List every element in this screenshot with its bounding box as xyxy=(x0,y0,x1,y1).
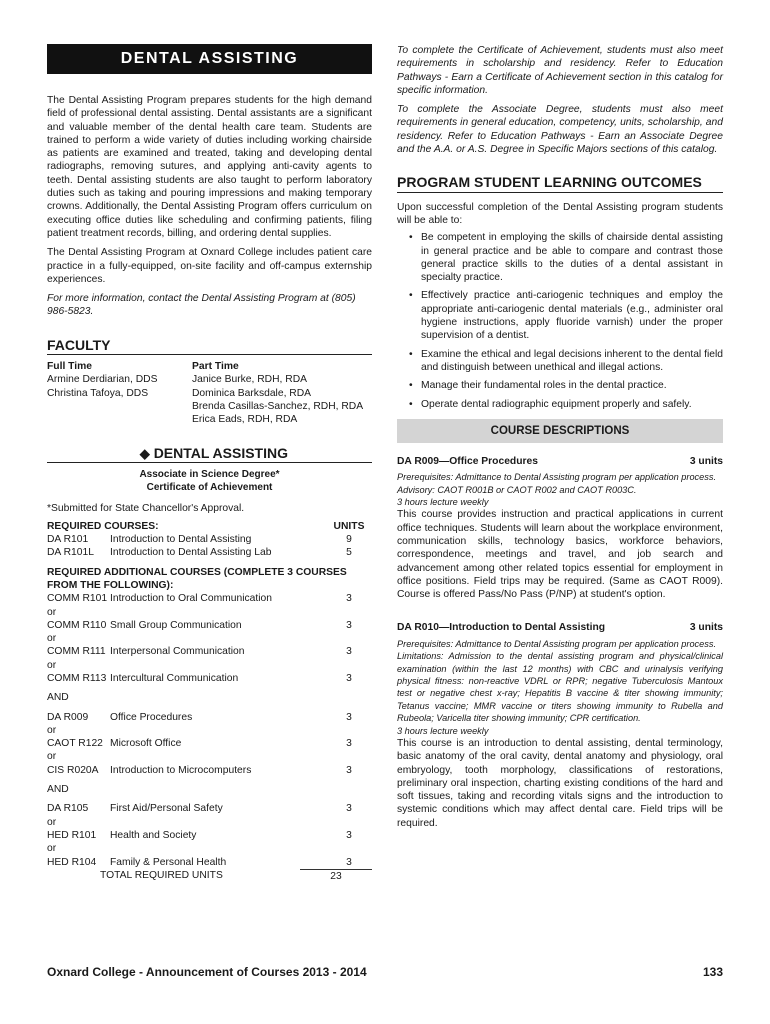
course-code: DA R105 xyxy=(47,803,89,815)
course-row xyxy=(47,856,372,869)
degree-note: To complete the Associate Degree, students must also meet requirements in general education, competency, units, scholarship, and residency. Refer to Education Pathways - Earn an Associate Degree and the A.A. or A.S. Degree in Specific Majors sections of this catalog. xyxy=(397,104,723,156)
course-units: 9 xyxy=(346,534,352,546)
course-row xyxy=(47,829,372,842)
required-header xyxy=(47,520,372,533)
course-code: DA R009 xyxy=(47,711,89,723)
faculty-member: Dominica Barksdale, RDA xyxy=(192,387,312,399)
course-units: 3 xyxy=(346,711,352,723)
faculty-member: Erica Eads, RDH, RDA xyxy=(192,414,298,426)
course-row xyxy=(47,546,372,559)
course-title: First Aid/Personal Safety xyxy=(110,803,223,815)
course-row xyxy=(47,592,372,605)
or-label: or xyxy=(47,724,57,736)
course-row xyxy=(47,533,372,546)
course-code: HED R101 xyxy=(47,829,97,841)
pslo-intro: Upon successful completion of the Dental Assisting program students will be able to: xyxy=(397,201,723,226)
degree-line-1: Associate in Science Degree* xyxy=(139,468,280,480)
faculty-member: Armine Derdiarian, DDS xyxy=(47,374,158,386)
course-meta: Prerequisites: Admittance to Dental Assisting program per application process. Advisory: CAOT R001B or CAOT R002 and CAOT R003C. 3 hours lecture weekly xyxy=(397,472,716,507)
course-row xyxy=(47,711,372,724)
course-units: 3 xyxy=(346,856,352,868)
course-code: COMM R113 xyxy=(47,672,107,684)
course-title: Introduction to Oral Communication xyxy=(110,593,272,605)
diamond-icon: ◆ xyxy=(139,445,150,461)
course-row xyxy=(47,764,372,777)
faculty-member: Janice Burke, RDH, RDA xyxy=(192,374,308,386)
total-label: TOTAL REQUIRED UNITS xyxy=(100,869,223,881)
course-title: Microsoft Office xyxy=(110,738,182,750)
parttime-heading: Part Time xyxy=(192,361,239,373)
course-title: Health and Society xyxy=(110,829,197,841)
course-title: Office Procedures xyxy=(110,711,193,723)
units-heading: UNITS xyxy=(333,520,365,532)
left-column xyxy=(47,44,372,883)
list-item: • Manage their fundamental roles in the dental practice. xyxy=(409,379,723,392)
fulltime-heading: Full Time xyxy=(47,361,93,373)
course-units: 3 xyxy=(346,619,352,631)
course-heading xyxy=(397,621,723,634)
course-title: Interpersonal Communication xyxy=(110,646,245,658)
page-title: DENTAL ASSISTING xyxy=(47,44,372,74)
course-units: 3 xyxy=(346,593,352,605)
right-column xyxy=(397,44,723,830)
course-title: Introduction to Dental Assisting xyxy=(110,534,252,546)
course-code: DA R101L xyxy=(47,547,94,559)
course-row xyxy=(47,645,372,658)
list-item: • Be competent in employing the skills of chairside dental assisting in general practice and be able to compare and contrast those general practice skills to the duties of a dental assistant in specialty practice. xyxy=(409,231,723,284)
page-number: 133 xyxy=(702,965,723,979)
faculty-heading: FACULTY xyxy=(47,339,372,355)
and-label: AND xyxy=(47,784,69,796)
or-label: or xyxy=(47,606,57,618)
course-code: COMM R111 xyxy=(47,646,106,658)
intro-paragraph-2: The Dental Assisting Program at Oxnard College includes patient care practice in a fully-equipped, on-site facility and off-campus externship experiences. xyxy=(47,247,372,285)
course-row xyxy=(47,802,372,815)
or-label: or xyxy=(47,751,57,763)
outcomes-list xyxy=(397,231,723,411)
or-label: or xyxy=(47,843,57,855)
course-title: Small Group Communication xyxy=(110,619,242,631)
course-title: DA R010—Introduction to Dental Assisting xyxy=(397,622,606,634)
footer-text: Oxnard College - Announcement of Courses 2013 - 2014 xyxy=(47,965,367,979)
course-heading xyxy=(397,455,723,468)
course-title: Family & Personal Health xyxy=(110,856,227,868)
or-label: or xyxy=(47,633,57,645)
and-label: AND xyxy=(47,692,69,704)
course-code: CAOT R122 xyxy=(47,738,103,750)
course-units: 3 xyxy=(346,764,352,776)
intro-paragraph-1: The Dental Assisting Program prepares students for the high demand field of professional dental assisting. Dental assistants are a significant and valuable member of the dental health care team. Students are trained to perform a wide variety of duties including working chairside as patients are examined and treated, taking and developing dental radiographs, removing sutures, and applying anti-cavity agents to teeth. Dental assisting students are also taught to perform laboratory duties such as taking and pouring impressions and making temporary crowns. Additionally, the Dental Assisting Program offers curriculum on executing office duties like scheduling and confirming patients, filing patient treatment records, billing, and ordering dental supplies. xyxy=(47,95,372,239)
or-label: or xyxy=(47,816,57,828)
course-code: COMM R110 xyxy=(47,619,107,631)
total-units: 23 xyxy=(300,869,372,883)
course-units: 3 units xyxy=(689,455,723,467)
course-row xyxy=(47,619,372,632)
course-title: Introduction to Microcomputers xyxy=(110,764,252,776)
total-row xyxy=(47,869,372,883)
course-meta: Prerequisites: Admittance to Dental Assisting program per application process. Limitations: Admission to the dental assisting program and physical/clinical examination (within the last 12 months) with CBC and urinalysis verifying physical fitness: non-reactive VDRL or RPR; negative Tuberculosis Mantoux test or negative chest x-ray; Hepatitis B vaccine & titer showing immunity; Tetanus vaccine; MMR vaccine or titers showing immunity to Rubella and Rubeola; Varicella titer showing immunity; CPR certification. 3 hours lecture weekly xyxy=(397,638,723,736)
course-units: 3 units xyxy=(689,622,723,634)
course-units: 3 xyxy=(346,646,352,658)
program-title: DENTAL ASSISTING xyxy=(153,444,288,461)
program-heading xyxy=(47,444,372,463)
course-title: DA R009—Office Procedures xyxy=(397,455,538,467)
faculty-list xyxy=(47,360,372,426)
course-description: This course is an introduction to dental assisting, dental terminology, basic anatomy of the oral cavity, dental anatomy and physiology, oral embryology, tooth morphology, classifications of restorations, preliminary oral inspection, charting existing conditions of the hard and soft tissues, taking and recording vitals signs and the introduction to systemic conditions which may affect dental care. Field trips will be required. xyxy=(397,737,723,829)
course-code: DA R101 xyxy=(47,534,89,546)
course-units: 5 xyxy=(346,547,352,559)
pslo-heading: PROGRAM STUDENT LEARNING OUTCOMES xyxy=(397,176,723,192)
course-code: CIS R020A xyxy=(47,764,99,776)
course-code: HED R104 xyxy=(47,856,97,868)
contact-info: For more information, contact the Dental Assisting Program at (805) 986-5823. xyxy=(47,293,356,318)
required-heading: REQUIRED COURSES: xyxy=(47,520,159,532)
or-label: or xyxy=(47,659,57,671)
faculty-member: Brenda Casillas-Sanchez, RDH, RDA xyxy=(192,400,364,412)
certificate-note: To complete the Certificate of Achievement, students must also meet requirements in scholarship and residency. Refer to Education Pathways - Earn a Certificate of Achievement section in this catalog for specific information. xyxy=(397,45,723,96)
course-units: 3 xyxy=(346,738,352,750)
additional-heading: REQUIRED ADDITIONAL COURSES (COMPLETE 3 COURSES FROM THE FOLLOWING): xyxy=(47,566,347,591)
degree-line-2: Certificate of Achievement xyxy=(146,482,273,494)
parttime-column xyxy=(192,360,372,426)
list-item: • Effectively practice anti-cariogenic techniques and employ the appropriate anti-cariogenic dental materials (e.g., administer oral hygiene instructions, apply fluoride varnish) under the proper supervision of a dentist. xyxy=(409,289,723,342)
course-code: COMM R101 xyxy=(47,593,108,605)
course-units: 3 xyxy=(346,803,352,815)
course-row xyxy=(47,672,372,685)
course-title: Intercultural Communication xyxy=(110,672,239,684)
list-item: • Examine the ethical and legal decisions inherent to the dental field and distinguish between unethical and illegal actions. xyxy=(409,348,723,375)
course-units: 3 xyxy=(346,672,352,684)
fulltime-column xyxy=(47,360,192,426)
faculty-member: Christina Tafoya, DDS xyxy=(47,387,149,399)
course-description: This course provides instruction and practical applications in current office techniques. Students will learn about the workplace environment, communication skills, technology basics, workforce behaviors, correspondence, meetings and travel, and job search and advancement among other related topics essential for employment in office positions. Field trips may be required. (Same as CAOT R009). Course is offered Pass/No Pass (P/NP) at student's option. xyxy=(397,509,723,601)
course-units: 3 xyxy=(346,829,352,841)
list-item: • Operate dental radiographic equipment properly and safely. xyxy=(409,398,723,411)
approval-note: *Submitted for State Chancellor's Approval. xyxy=(47,503,245,515)
course-descriptions-heading: COURSE DESCRIPTIONS xyxy=(397,419,723,443)
course-title: Introduction to Dental Assisting Lab xyxy=(110,547,272,559)
course-row xyxy=(47,737,372,750)
page-footer xyxy=(47,965,723,979)
